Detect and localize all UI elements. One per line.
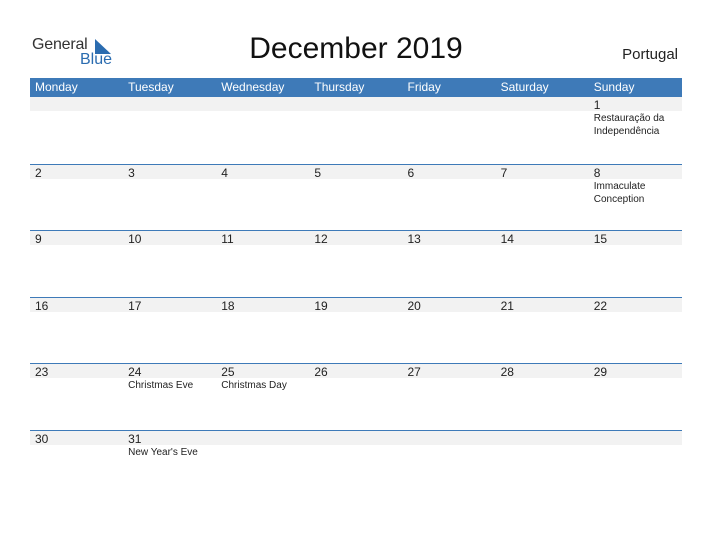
day-number: 9 — [35, 232, 42, 246]
day-cell — [309, 364, 402, 430]
day-number-band — [403, 431, 496, 445]
week-row — [30, 97, 682, 163]
week-row — [30, 164, 682, 231]
week-row — [30, 430, 682, 497]
day-number-band — [309, 431, 402, 445]
day-number: 28 — [500, 365, 514, 379]
day-cell — [123, 364, 216, 430]
day-cell — [589, 165, 682, 231]
day-number: 16 — [35, 299, 49, 313]
day-cell — [123, 231, 216, 297]
day-cell — [496, 165, 589, 231]
day-number-band — [123, 165, 216, 179]
day-number-band — [216, 97, 309, 111]
day-number-band — [403, 97, 496, 111]
day-cell — [403, 431, 496, 497]
day-number: 19 — [314, 299, 328, 313]
day-cell — [589, 364, 682, 430]
day-cell — [589, 97, 682, 163]
day-number: 10 — [128, 232, 142, 246]
day-number: 24 — [128, 365, 142, 379]
day-number-band — [30, 231, 123, 245]
day-number-band — [496, 97, 589, 111]
day-number-band — [589, 165, 682, 179]
day-cell — [496, 97, 589, 163]
day-cell — [309, 231, 402, 297]
day-number-band — [496, 165, 589, 179]
day-number: 26 — [314, 365, 328, 379]
day-number: 29 — [593, 365, 608, 379]
day-cell — [309, 298, 402, 364]
day-cell — [589, 431, 682, 497]
day-number-band — [30, 97, 123, 111]
weekday-thursday: Thursday — [314, 80, 365, 94]
day-cell — [123, 431, 216, 497]
holiday-label: Christmas Eve — [128, 380, 194, 391]
week-row — [30, 297, 682, 364]
day-number: 1 — [593, 98, 601, 112]
weekday-header-row — [30, 78, 682, 97]
day-number-band — [589, 97, 682, 111]
holiday-label: Immaculate Conception — [593, 181, 646, 205]
logo-word-blue: Blue — [80, 51, 113, 68]
day-number-band — [216, 431, 309, 445]
day-number: 13 — [407, 232, 421, 246]
weekday-monday: Monday — [35, 80, 78, 94]
weekday-saturday: Saturday — [500, 80, 549, 94]
day-number: 11 — [221, 232, 234, 246]
weekday-sunday: Sunday — [593, 80, 635, 94]
day-number: 31 — [128, 432, 142, 446]
day-number: 21 — [500, 299, 514, 313]
day-number: 8 — [593, 166, 601, 180]
day-cell — [496, 298, 589, 364]
day-cell — [589, 231, 682, 297]
day-number: 6 — [407, 166, 415, 180]
day-cell — [123, 298, 216, 364]
day-number: 25 — [221, 365, 235, 379]
day-cell — [403, 165, 496, 231]
day-cell — [309, 97, 402, 163]
day-cell — [216, 298, 309, 364]
day-cell — [496, 431, 589, 497]
day-number: 5 — [314, 166, 322, 180]
day-cell — [216, 165, 309, 231]
day-cell — [403, 298, 496, 364]
day-number: 18 — [221, 299, 235, 313]
day-number: 30 — [35, 432, 49, 446]
day-number: 3 — [128, 166, 135, 180]
day-cell — [216, 231, 309, 297]
logo-word-general: General — [32, 36, 88, 53]
day-cell — [496, 231, 589, 297]
day-cell — [216, 364, 309, 430]
day-cell — [30, 364, 123, 430]
day-number-band — [403, 165, 496, 179]
holiday-label: Restauração da Independência — [593, 113, 665, 137]
day-cell — [216, 97, 309, 163]
day-number: 22 — [593, 299, 608, 313]
day-cell — [403, 231, 496, 297]
day-cell — [216, 431, 309, 497]
day-cell — [403, 364, 496, 430]
weekday-wednesday: Wednesday — [221, 80, 285, 94]
day-number-band — [30, 165, 123, 179]
day-cell — [123, 97, 216, 163]
calendar-title: December 2019 — [249, 32, 463, 65]
day-cell — [30, 231, 123, 297]
day-number: 4 — [221, 166, 228, 180]
day-number: 17 — [128, 299, 142, 313]
day-cell — [309, 431, 402, 497]
day-number-band — [309, 165, 402, 179]
day-number-band — [496, 431, 589, 445]
week-row — [30, 363, 682, 430]
week-row — [30, 230, 682, 297]
day-number-band — [589, 431, 682, 445]
day-number: 14 — [500, 232, 514, 246]
holiday-label: Christmas Day — [221, 380, 287, 391]
day-cell — [589, 298, 682, 364]
day-number: 2 — [35, 166, 42, 180]
day-number: 7 — [500, 166, 508, 180]
day-cell — [30, 165, 123, 231]
day-number: 12 — [314, 232, 328, 246]
day-number: 23 — [35, 365, 49, 379]
day-number-band — [216, 165, 309, 179]
day-cell — [30, 97, 123, 163]
day-cell — [496, 364, 589, 430]
day-number-band — [309, 97, 402, 111]
holiday-label: New Year's Eve — [128, 447, 198, 458]
day-number: 27 — [407, 365, 421, 379]
day-number: 15 — [593, 232, 608, 246]
weekday-tuesday: Tuesday — [128, 80, 174, 94]
day-cell — [403, 97, 496, 163]
day-cell — [123, 165, 216, 231]
weekday-friday: Friday — [407, 80, 441, 94]
day-cell — [30, 298, 123, 364]
country-label: Portugal — [622, 46, 678, 63]
day-number-band — [123, 97, 216, 111]
day-cell — [30, 431, 123, 497]
day-cell — [309, 165, 402, 231]
day-number: 20 — [407, 299, 421, 313]
